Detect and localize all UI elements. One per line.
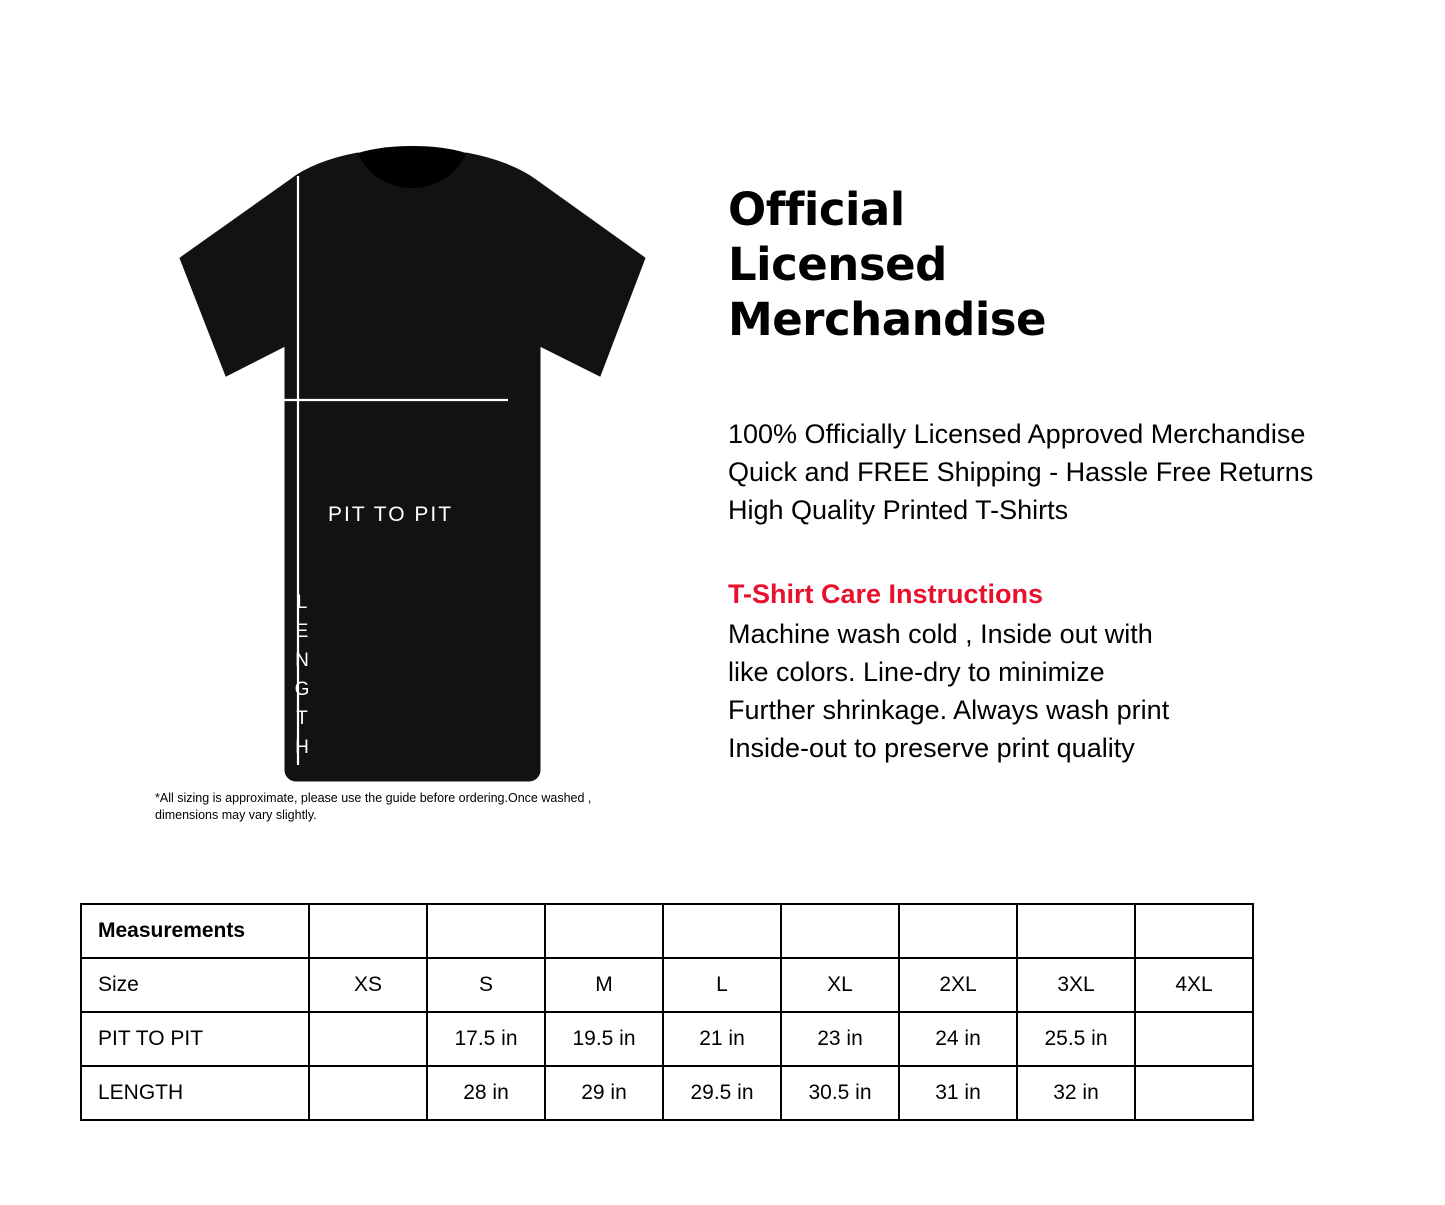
headline: [728, 182, 1418, 347]
measurement-cell: [1135, 1012, 1253, 1066]
measurement-cell: 17.5 in: [427, 1012, 545, 1066]
measurement-cell: 19.5 in: [545, 1012, 663, 1066]
measurement-cell: [309, 1012, 427, 1066]
measurement-cell: 30.5 in: [781, 1066, 899, 1120]
blank-cell: [663, 904, 781, 958]
measurement-cell: 23 in: [781, 1012, 899, 1066]
feature-item: 100% Officially Licensed Approved Merchandise: [728, 419, 1306, 449]
blank-cell: [545, 904, 663, 958]
measurement-cell: 21 in: [663, 1012, 781, 1066]
tshirt-illustration: [100, 140, 660, 840]
care-line: Machine wash cold , Inside out with: [728, 619, 1153, 649]
blank-cell: [781, 904, 899, 958]
size-header-cell: S: [427, 958, 545, 1012]
measurement-cell: 29 in: [545, 1066, 663, 1120]
shirt-diagram: [100, 140, 660, 840]
sizing-disclaimer: *All sizing is approximate, please use the guide before ordering.Once washed , dimensions may vary slightly.: [155, 791, 592, 822]
blank-cell: [1135, 904, 1253, 958]
measurement-cell: [1135, 1066, 1253, 1120]
size-header-cell: 4XL: [1135, 958, 1253, 1012]
care-instructions-body: [728, 615, 1418, 767]
feature-list: [728, 415, 1418, 529]
measurement-cell: 32 in: [1017, 1066, 1135, 1120]
pit-to-pit-label: PIT TO PIT: [328, 503, 454, 526]
measurement-cell: 25.5 in: [1017, 1012, 1135, 1066]
blank-cell: [1017, 904, 1135, 958]
table-row-sizes: [81, 958, 1253, 1012]
feature-item: High Quality Printed T-Shirts: [728, 495, 1069, 525]
product-info-column: [728, 182, 1418, 767]
size-chart-table: [80, 903, 1254, 1121]
size-chart: [80, 903, 1254, 1121]
size-header-cell: 3XL: [1017, 958, 1135, 1012]
size-header-cell: XL: [781, 958, 899, 1012]
blank-cell: [899, 904, 1017, 958]
measurement-cell: 28 in: [427, 1066, 545, 1120]
measurement-cell: 29.5 in: [663, 1066, 781, 1120]
size-header-cell: L: [663, 958, 781, 1012]
size-header-cell: 2XL: [899, 958, 1017, 1012]
headline-line-3: Merchandise: [728, 293, 1047, 346]
headline-line-1: Official: [728, 183, 905, 236]
table-row: [81, 1066, 1253, 1120]
headline-line-2: Licensed: [728, 238, 947, 291]
measurements-title: Measurements: [81, 904, 309, 958]
measurement-cell: [309, 1066, 427, 1120]
size-header-cell: M: [545, 958, 663, 1012]
blank-cell: [427, 904, 545, 958]
row-label-length: LENGTH: [81, 1066, 309, 1120]
row-label-pit-to-pit: PIT TO PIT: [81, 1012, 309, 1066]
size-row-label: Size: [81, 958, 309, 1012]
table-row: [81, 1012, 1253, 1066]
blank-cell: [309, 904, 427, 958]
care-instructions-title: T-Shirt Care Instructions: [728, 579, 1044, 609]
measurement-cell: 31 in: [899, 1066, 1017, 1120]
care-line: Further shrinkage. Always wash print: [728, 695, 1170, 725]
measurement-cell: 24 in: [899, 1012, 1017, 1066]
care-line: like colors. Line-dry to minimize: [728, 657, 1105, 687]
size-header-cell: XS: [309, 958, 427, 1012]
care-line: Inside-out to preserve print quality: [728, 733, 1135, 763]
length-label: L E N G T H: [294, 592, 310, 758]
table-row-title: [81, 904, 1253, 958]
feature-item: Quick and FREE Shipping - Hassle Free Returns: [728, 457, 1314, 487]
